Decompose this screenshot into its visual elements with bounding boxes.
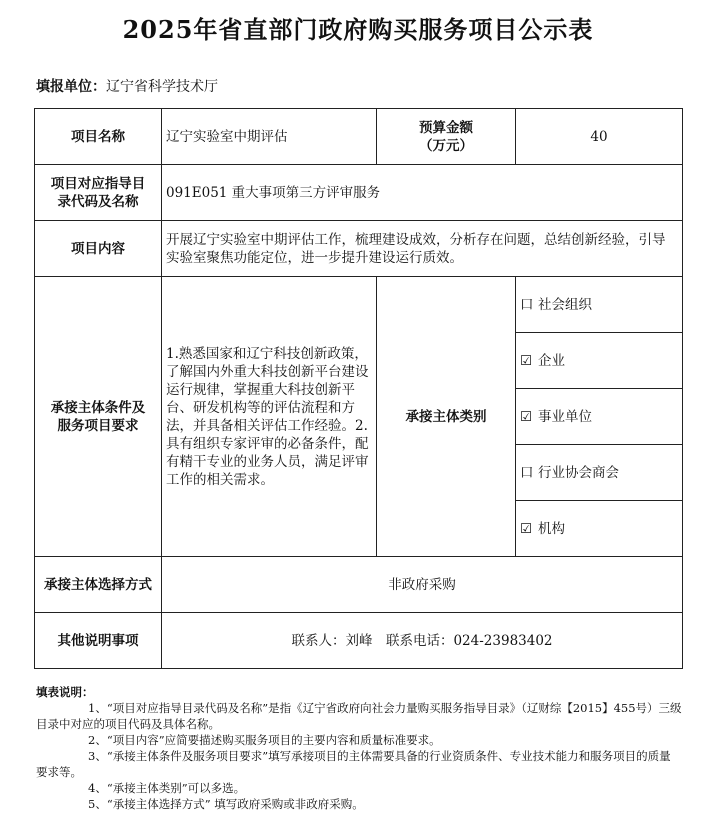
budget-unit-text: （万元）: [419, 137, 473, 154]
table-row: [35, 221, 683, 277]
note-item: 1、“项目对应指导目录代码及名称”是指《辽宁省政府向社会力量购买服务指导目录》（辽财综【2015】455号）三级目录中对应的项目代码及具体名称。: [36, 701, 682, 731]
requirements-label: [35, 277, 162, 557]
category-option-label: 行业协会商会: [538, 464, 619, 481]
table-row: [35, 109, 683, 165]
budget-value: 40: [516, 109, 683, 165]
filing-unit-label: 填报单位：: [36, 79, 106, 95]
category-label: 承接主体类别: [377, 277, 516, 557]
catalog-value: 091E051 重大事项第三方评审服务: [162, 165, 683, 221]
note-item: 4、“承接主体类别”可以多选。: [88, 781, 246, 795]
note-item: 5、“承接主体选择方式” 填写政府采购或非政府采购。: [88, 797, 364, 811]
filing-unit-value: 辽宁省科学技术厅: [106, 79, 218, 95]
category-option-label: 企业: [538, 352, 565, 369]
filling-instructions: [36, 684, 682, 812]
other-label: 其他说明事项: [35, 613, 162, 669]
table-row: [35, 165, 683, 221]
project-table: [34, 108, 683, 669]
content-value: 开展辽宁实验室中期评估工作，梳理建设成效，分析存在问题，总结创新经验，引导实验室聚焦功能定位，进一步提升建设运行质效。: [162, 221, 683, 277]
note-item: 3、“承接主体条件及服务项目要求”填写承接项目的主体需要具备的行业资质条件、专业技术能力和服务项目的质量要求等。: [36, 749, 671, 779]
checkbox-icon[interactable]: ☑: [520, 352, 533, 369]
table-row: [35, 277, 683, 333]
page-title: 2025年省直部门政府购买服务项目公示表: [122, 15, 594, 44]
checkbox-icon[interactable]: 口: [520, 464, 534, 481]
table-row: [35, 613, 683, 669]
category-option-label: 社会组织: [538, 296, 592, 313]
catalog-label-line2: 录代码及名称: [57, 193, 139, 210]
selection-value: 非政府采购: [162, 557, 683, 613]
budget-label-text: 预算金额: [419, 119, 473, 136]
checkbox-icon[interactable]: 口: [520, 296, 534, 313]
requirements-value: 1.熟悉国家和辽宁科技创新政策，了解国内外重大科技创新平台建设运行规律，掌握重大科技创新平台、研发机构等的评估流程和方法，并具备相关评估工作经验。2.具有组织专家评审的必备条件，配有精干专业的业务人员，满足评审工作的相关需求。: [162, 277, 377, 557]
catalog-label-line1: 项目对应指导目: [50, 175, 146, 192]
category-option-label: 事业单位: [538, 408, 592, 425]
checkbox-icon[interactable]: ☑: [520, 408, 533, 425]
table-row: [35, 557, 683, 613]
selection-label: 承接主体选择方式: [35, 557, 162, 613]
category-option[interactable]: [516, 501, 683, 557]
other-value: 联系人：刘峰 联系电话：024-23983402: [162, 613, 683, 669]
project-name-value: 辽宁实验室中期评估: [162, 109, 377, 165]
budget-label: [377, 109, 516, 165]
catalog-label: [35, 165, 162, 221]
category-option[interactable]: [516, 277, 683, 333]
category-option[interactable]: [516, 333, 683, 389]
note-item: 2、“项目内容”应简要描述购买服务项目的主要内容和质量标准要求。: [88, 733, 441, 747]
requirements-label-line1: 承接主体条件及: [50, 399, 146, 416]
checkbox-icon[interactable]: ☑: [520, 520, 533, 537]
project-name-label: 项目名称: [35, 109, 162, 165]
requirements-label-line2: 服务项目要求: [57, 417, 139, 434]
filing-unit: [36, 76, 218, 96]
category-option[interactable]: [516, 389, 683, 445]
notes-title: 填表说明：: [36, 685, 94, 699]
content-label: 项目内容: [35, 221, 162, 277]
category-option[interactable]: [516, 445, 683, 501]
category-option-label: 机构: [538, 520, 565, 537]
